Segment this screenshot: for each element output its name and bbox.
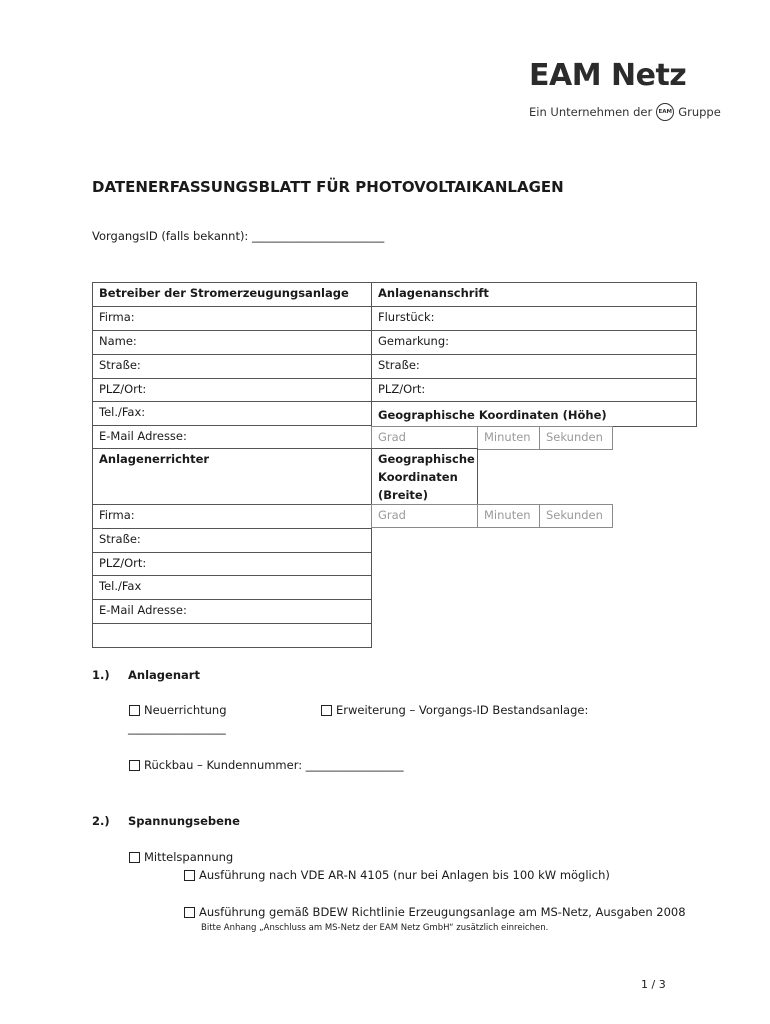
hoehe-sekunden-field[interactable]: Sekunden — [539, 426, 613, 450]
section2-number: 2.) — [92, 814, 110, 828]
document-title: DATENERFASSUNGSBLATT FÜR PHOTOVOLTAIKANLAGEN — [92, 178, 564, 196]
erweiterung-checkbox[interactable] — [321, 705, 332, 716]
eam-circle-logo: EAM — [656, 103, 674, 121]
betreiber-tel-field[interactable]: Tel./Fax: — [92, 401, 372, 426]
breite-header-line1: Geographische — [378, 452, 475, 466]
option-erweiterung[interactable] — [321, 703, 588, 717]
gemarkung-field[interactable]: Gemarkung: — [371, 330, 697, 355]
vde-label: Ausführung nach VDE AR-N 4105 (nur bei Anlagen bis 100 kW möglich) — [199, 868, 610, 882]
neuerrichtung-checkbox[interactable] — [129, 705, 140, 716]
breite-minuten-field[interactable]: Minuten — [477, 504, 540, 528]
mittelspannung-checkbox[interactable] — [129, 852, 140, 863]
hoehe-minuten-field[interactable]: Minuten — [477, 426, 540, 450]
option-vde[interactable] — [184, 868, 610, 882]
errichter-extra-field[interactable] — [92, 623, 372, 648]
section1-title: Anlagenart — [128, 668, 200, 682]
betreiber-plz-field[interactable]: PLZ/Ort: — [92, 378, 372, 402]
breite-header-line2: Koordinaten — [378, 470, 458, 484]
betreiber-header: Betreiber der Stromerzeugungsanlage — [92, 282, 372, 307]
koordinaten-hoehe-header: Geographische Koordinaten (Höhe) — [371, 401, 697, 427]
section1-number: 1.) — [92, 668, 110, 682]
option-neuerrichtung[interactable] — [129, 703, 227, 717]
betreiber-name-field[interactable]: Name: — [92, 330, 372, 355]
breite-grad-field[interactable]: Grad — [371, 504, 478, 528]
hoehe-grad-field[interactable]: Grad — [371, 426, 478, 450]
page-number: 1 / 3 — [641, 978, 666, 991]
errichter-email-field[interactable]: E-Mail Adresse: — [92, 599, 372, 624]
betreiber-firma-field[interactable]: Firma: — [92, 306, 372, 331]
errichter-firma-field[interactable]: Firma: — [92, 504, 372, 529]
betreiber-strasse-field[interactable]: Straße: — [92, 354, 372, 379]
option-bdew[interactable] — [184, 905, 686, 919]
anlage-plz-field[interactable]: PLZ/Ort: — [371, 378, 697, 402]
errichter-tel-field[interactable]: Tel./Fax — [92, 575, 372, 600]
errichter-strasse-field[interactable]: Straße: — [92, 528, 372, 553]
breite-sekunden-field[interactable]: Sekunden — [539, 504, 613, 528]
mittelspannung-label: Mittelspannung — [144, 850, 234, 864]
company-logo-subtitle — [529, 103, 721, 121]
bdew-label: Ausführung gemäß BDEW Richtlinie Erzeugungsanlage am MS-Netz, Ausgaben 2008 — [199, 905, 686, 919]
flurstueck-field[interactable]: Flurstück: — [371, 306, 697, 331]
vorgangs-id-field[interactable]: VorgangsID (falls bekannt): _______________________ — [92, 229, 385, 243]
anlagenanschrift-header: Anlagenanschrift — [371, 282, 697, 307]
anhang-note: Bitte Anhang „Anschluss am MS-Netz der EAM Netz GmbH“ zusätzlich einreichen. — [201, 923, 549, 933]
logo-subtitle-text: Ein Unternehmen der — [529, 105, 653, 119]
rueckbau-checkbox[interactable] — [129, 760, 140, 771]
erweiterung-id-line[interactable]: _________________ — [128, 721, 226, 735]
option-mittelspannung[interactable] — [129, 850, 233, 864]
errichter-plz-field[interactable]: PLZ/Ort: — [92, 552, 372, 576]
vde-checkbox[interactable] — [184, 870, 195, 881]
koordinaten-breite-header — [371, 448, 478, 505]
bdew-checkbox[interactable] — [184, 907, 195, 918]
logo-subtitle-group: Gruppe — [678, 105, 721, 119]
section2-title: Spannungsebene — [128, 814, 240, 828]
erweiterung-label: Erweiterung – Vorgangs-ID Bestandsanlage: — [336, 703, 589, 717]
neuerrichtung-label: Neuerrichtung — [144, 703, 227, 717]
betreiber-email-field[interactable]: E-Mail Adresse: — [92, 425, 372, 449]
company-logo-title: EAM Netz — [529, 58, 687, 93]
anlagenerrichter-header: Anlagenerrichter — [92, 448, 372, 505]
breite-header-line3: (Breite) — [378, 488, 428, 502]
rueckbau-label: Rückbau – Kundennummer: _________________ — [144, 758, 404, 772]
option-rueckbau[interactable] — [129, 758, 404, 772]
anlage-strasse-field[interactable]: Straße: — [371, 354, 697, 379]
